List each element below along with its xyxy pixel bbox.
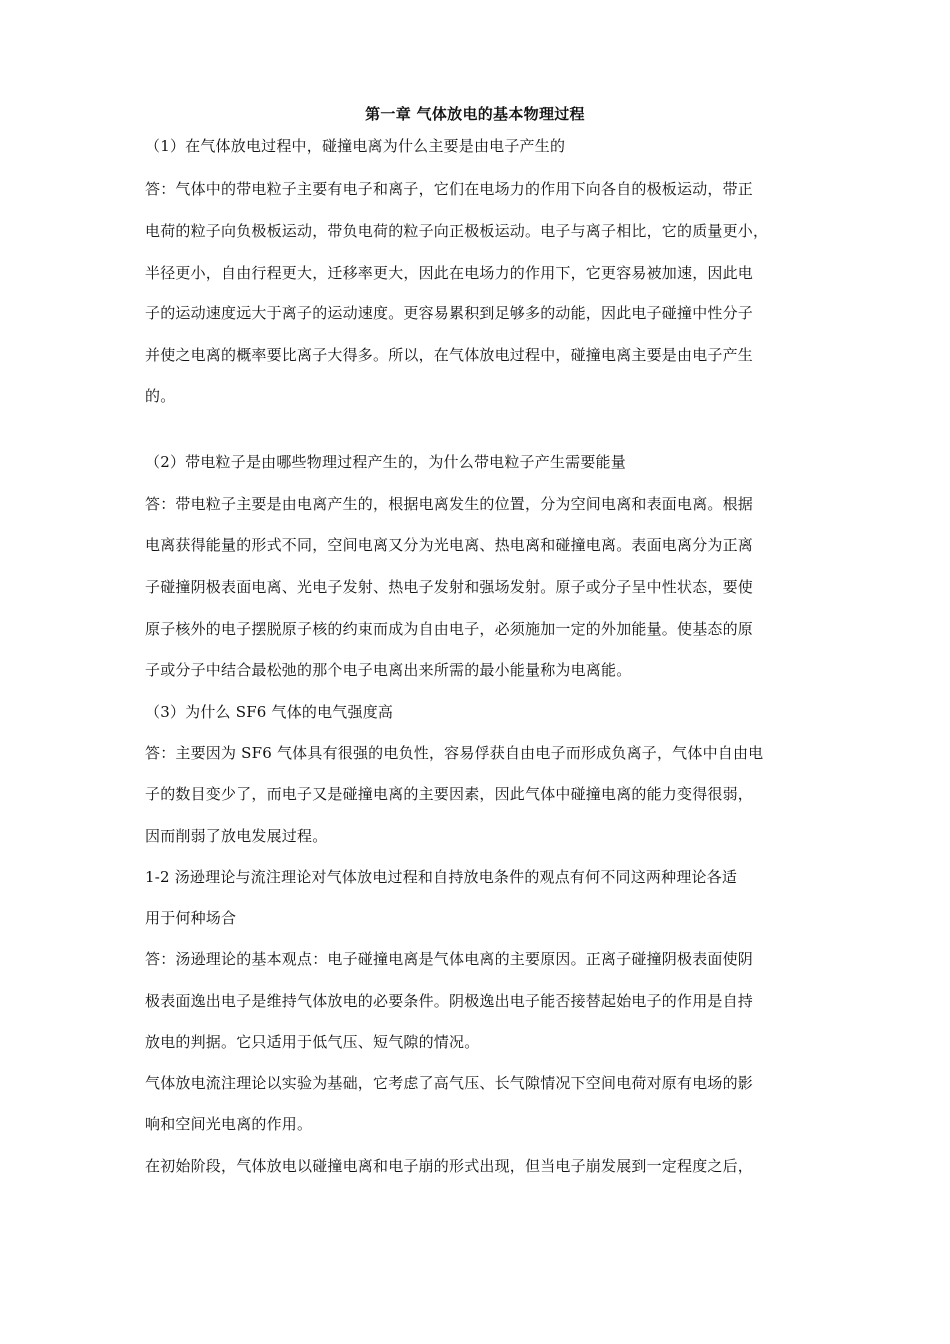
answer-1-2-line: 在初始阶段，气体放电以碰撞电离和电子崩的形式出现，但当电子崩发展到一定程度之后，	[145, 1157, 754, 1175]
question-1-2: 1-2 汤逊理论与流注理论对气体放电过程和自持放电条件的观点有何不同这两种理论各适	[145, 868, 738, 886]
answer-1-line: 子的运动速度远大于离子的运动速度。更容易累积到足够多的动能，因此电子碰撞中性分子	[145, 304, 754, 322]
answer-1-line: 并使之电离的概率要比离子大得多。所以，在气体放电过程中，碰撞电离主要是由电子产生	[145, 346, 754, 364]
answer-2-line: 子碰撞阴极表面电离、光电子发射、热电子发射和强场发射。原子或分子呈中性状态，要使	[145, 578, 754, 596]
answer-2-line: 子或分子中结合最松弛的那个电子电离出来所需的最小能量称为电离能。	[145, 661, 632, 679]
answer-1-line: 的。	[145, 387, 176, 405]
answer-1-2-line: 气体放电流注理论以实验为基础，它考虑了高气压、长气隙情况下空间电荷对原有电场的影	[145, 1074, 754, 1092]
chapter-title: 第一章 气体放电的基本物理过程	[365, 105, 585, 123]
answer-2-line: 原子核外的电子摆脱原子核的约束而成为自由电子，必须施加一定的外加能量。使基态的原	[145, 620, 754, 638]
answer-3-line: 答：主要因为 SF6 气体具有很强的电负性，容易俘获自由电子而形成负离子，气体中自由电	[145, 744, 764, 762]
answer-1-line: 半径更小，自由行程更大，迁移率更大，因此在电场力的作用下，它更容易被加速，因此电	[145, 264, 754, 282]
question-2: （2）带电粒子是由哪些物理过程产生的，为什么带电粒子产生需要能量	[145, 453, 626, 471]
question-3: （3）为什么 SF6 气体的电气强度高	[145, 703, 394, 721]
question-1: （1）在气体放电过程中，碰撞电离为什么主要是由电子产生的	[145, 137, 566, 155]
answer-1-line: 答：气体中的带电粒子主要有电子和离子，它们在电场力的作用下向各自的极板运动，带正	[145, 180, 754, 198]
answer-1-2-line: 放电的判据。它只适用于低气压、短气隙的情况。	[145, 1033, 480, 1051]
answer-3-line: 因而削弱了放电发展过程。	[145, 827, 328, 845]
answer-3-line: 子的数目变少了，而电子又是碰撞电离的主要因素，因此气体中碰撞电离的能力变得很弱，	[145, 785, 754, 803]
answer-2-line: 答：带电粒子主要是由电离产生的，根据电离发生的位置，分为空间电离和表面电离。根据	[145, 495, 754, 513]
answer-1-2-line: 答：汤逊理论的基本观点：电子碰撞电离是气体电离的主要原因。正离子碰撞阴极表面使阴	[145, 950, 754, 968]
answer-2-line: 电离获得能量的形式不同，空间电离又分为光电离、热电离和碰撞电离。表面电离分为正离	[145, 536, 754, 554]
question-1-2-line: 用于何种场合	[145, 909, 237, 927]
answer-1-line: 电荷的粒子向负极板运动，带负电荷的粒子向正极板运动。电子与离子相比，它的质量更小，	[145, 222, 769, 240]
answer-1-2-line: 极表面逸出电子是维持气体放电的必要条件。阴极逸出电子能否接替起始电子的作用是自持	[145, 992, 754, 1010]
answer-1-2-line: 响和空间光电离的作用。	[145, 1115, 313, 1133]
